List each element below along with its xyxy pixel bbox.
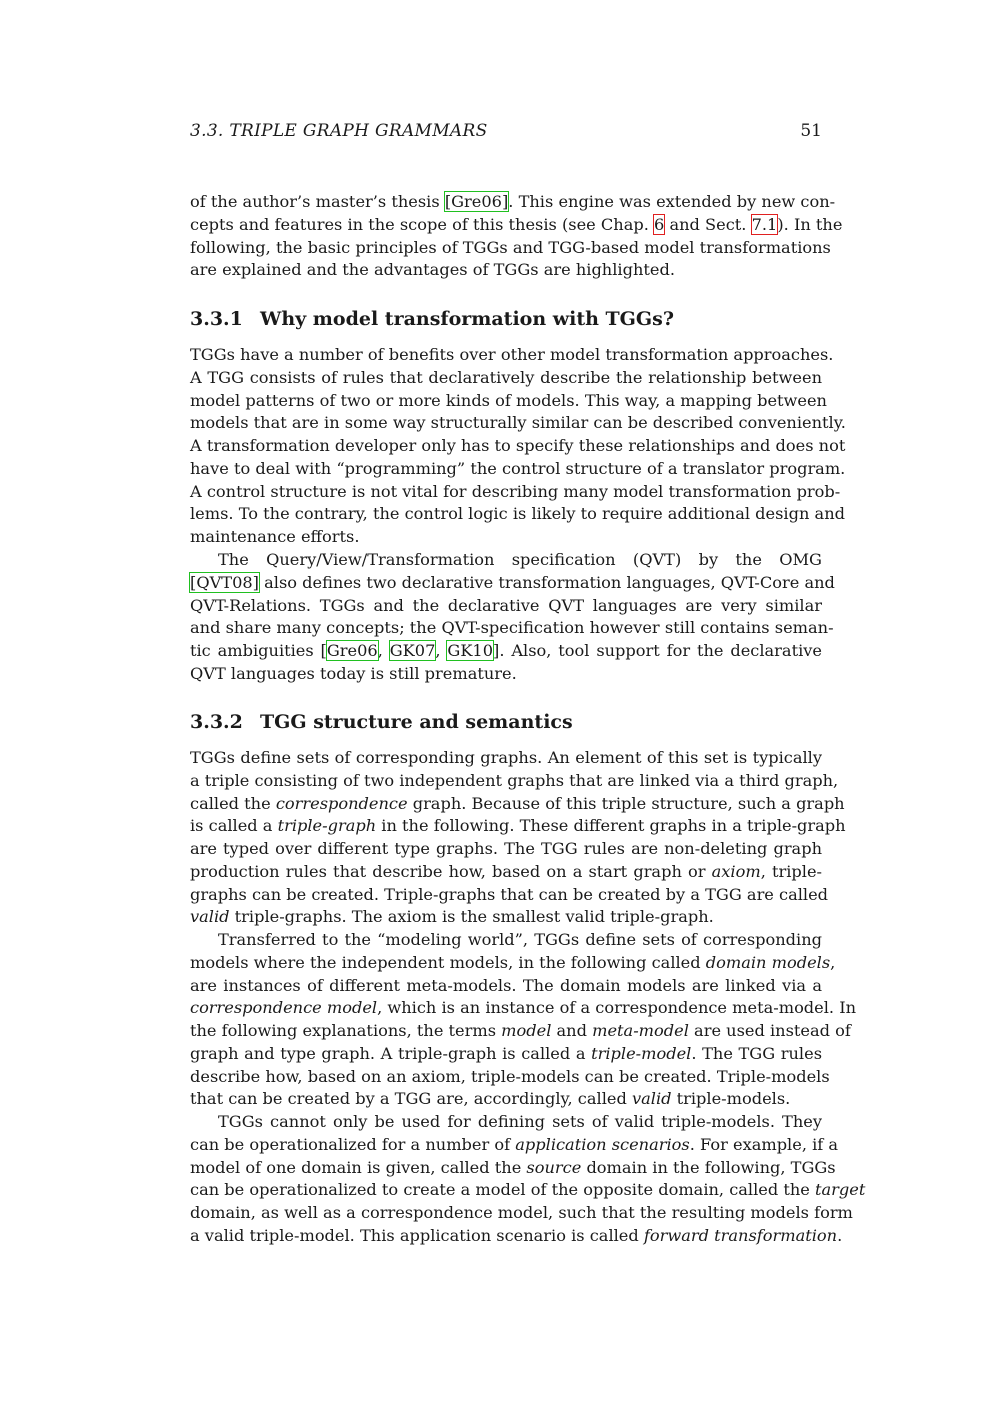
text-line [190, 191, 836, 214]
emphasis: forward transformation [643, 1225, 838, 1245]
text-run: ]. Also, tool support for the declarative [493, 641, 822, 660]
text-run: have to deal with “programming” the control structure of a translator program. [190, 458, 846, 478]
text-line [190, 1043, 822, 1066]
text-line [190, 1202, 853, 1225]
text-line [190, 526, 822, 549]
text-line [190, 861, 822, 884]
citation-link[interactable]: GK10 [447, 641, 494, 660]
text-run: TGGs cannot only be used for defining sets of valid triple-models. They [218, 1112, 822, 1131]
emphasis: valid [190, 907, 230, 927]
chapter-title: 3.3. TRIPLE GRAPH GRAMMARS [190, 121, 488, 141]
emphasis: valid [631, 1089, 672, 1109]
section-heading-3-3-2 [190, 711, 822, 733]
emphasis: source [526, 1157, 582, 1177]
text-run: . [837, 1225, 843, 1245]
text-run: The Query/View/Transformation specification (QVT) by the OMG [218, 550, 822, 569]
running-header [190, 121, 822, 143]
text-run: is called a [190, 816, 278, 836]
section-title: Why model transformation with TGGs? [260, 308, 674, 330]
text-run: the following explanations, the terms [190, 1021, 502, 1040]
emphasis: target [815, 1180, 866, 1200]
text-line [190, 503, 845, 526]
text-run: . The TGG rules [691, 1043, 822, 1063]
text-run: lems. To the contrary, the control logic is likely to require additional design and [190, 504, 845, 524]
text-line [190, 997, 857, 1020]
text-run: , which is an instance of a correspondence meta-model. In [377, 998, 857, 1018]
text-run: , [830, 952, 836, 972]
emphasis: correspondence model [190, 998, 378, 1018]
text-line [190, 815, 846, 838]
text-run: model of one domain is given, called the [190, 1157, 527, 1177]
text-line [190, 412, 846, 435]
cross-reference-link[interactable]: 6 [654, 214, 665, 234]
section-title: TGG structure and semantics [260, 711, 573, 733]
text-run: , triple- [760, 861, 822, 881]
text-run: that can be created by a TGG are, accordingly, called [190, 1089, 632, 1109]
text-run: describe how, based on an axiom, triple-models can be created. Triple-models [190, 1066, 830, 1086]
text-line [190, 1066, 830, 1089]
text-run: of the author’s master’s thesis [190, 192, 445, 211]
text-run: A control structure is not vital for describing many model transformation prob- [190, 481, 841, 501]
text-line [190, 906, 822, 929]
emphasis: model [501, 1021, 552, 1040]
text-run: QVT-Relations. TGGs and the declarative QVT languages are very similar [190, 595, 822, 615]
text-line [190, 1157, 836, 1180]
text-line [190, 1088, 822, 1111]
text-line [190, 435, 846, 458]
text-run: tic ambiguities [ [190, 641, 327, 660]
paragraph-modeling-world [190, 929, 857, 1111]
paragraph-tgg-definition [190, 747, 846, 929]
text-run: A transformation developer only has to specify these relationships and does not [190, 436, 846, 455]
emphasis: triple-graph [277, 816, 377, 836]
intro-paragraph [190, 191, 843, 282]
text-line [190, 617, 834, 640]
text-line [190, 1134, 839, 1157]
section-number: 3.3.2 [190, 711, 243, 733]
text-line [190, 1111, 822, 1134]
citation-link[interactable]: [QVT08] [190, 572, 259, 592]
text-run: in the following. These different graphs in a triple-graph [376, 816, 846, 836]
text-line [190, 595, 822, 618]
text-run: are explained and the advantages of TGGs are highlighted. [190, 260, 675, 280]
text-line [190, 884, 829, 907]
text-line [190, 1020, 851, 1043]
text-run: domain in the following, TGGs [581, 1157, 836, 1177]
text-run: and [551, 1021, 593, 1040]
emphasis: application scenarios [515, 1134, 690, 1154]
text-run: graph. Because of this triple structure, such a graph [407, 793, 845, 813]
text-run: are used instead of [688, 1021, 851, 1040]
text-line [190, 663, 822, 686]
text-line [190, 770, 839, 793]
text-run: and share many concepts; the QVT-specification however still contains seman- [190, 618, 834, 638]
text-run: model patterns of two or more kinds of models. This way, a mapping between [190, 390, 827, 410]
text-line [190, 344, 834, 367]
text-run: called the [190, 793, 276, 813]
paragraph-application-scenarios [190, 1111, 866, 1248]
cross-reference-link[interactable]: 7.1 [751, 214, 778, 234]
text-line [190, 929, 822, 952]
section-number: 3.3.1 [190, 308, 243, 330]
text-line [190, 793, 845, 816]
text-line [190, 549, 822, 572]
text-line [190, 572, 835, 595]
text-run: a valid triple-model. This application scenario is called [190, 1225, 644, 1245]
text-line [190, 1225, 843, 1248]
text-run: Transferred to the “modeling world”, TGGs define sets of corresponding [218, 930, 822, 949]
text-line [190, 259, 822, 282]
text-run: ). In the [777, 214, 843, 234]
text-run: . For example, if a [689, 1134, 839, 1154]
text-run: models where the independent models, in the following called [190, 952, 706, 972]
paragraph-benefits [190, 344, 846, 549]
text-run: , [377, 641, 390, 660]
text-run: maintenance efforts. [190, 527, 360, 546]
text-line [190, 747, 822, 770]
section-heading-3-3-1 [190, 308, 822, 330]
text-run: also defines two declarative transformation languages, QVT-Core and [259, 572, 835, 592]
emphasis: correspondence [275, 793, 408, 813]
emphasis: domain models [705, 952, 831, 972]
text-run: following, the basic principles of TGGs and TGG-based model transformations [190, 237, 831, 257]
text-line [190, 214, 843, 237]
text-run: a triple consisting of two independent graphs that are linked via a third graph, [190, 770, 839, 790]
citation-link[interactable]: GK07 [389, 641, 436, 660]
text-line [190, 1179, 866, 1202]
paragraph-qvt [190, 549, 835, 686]
text-run: are instances of different meta-models. The domain models are linked via a [190, 975, 822, 995]
text-run: A TGG consists of rules that declaratively describe the relationship between [190, 367, 822, 387]
text-run: and Sect. [664, 214, 752, 234]
text-run: TGGs have a number of benefits over other model transformation approaches. [190, 345, 834, 364]
text-run: , [435, 641, 448, 660]
text-run: graphs can be created. Triple-graphs that can be created by a TGG are called [190, 884, 829, 904]
text-run: domain, as well as a correspondence model, such that the resulting models form [190, 1203, 853, 1222]
text-run: can be operationalized for a number of [190, 1134, 516, 1154]
text-run: TGGs define sets of corresponding graphs. An element of this set is typically [190, 748, 822, 767]
emphasis: axiom [711, 861, 761, 881]
text-run: triple-models. [671, 1089, 791, 1109]
text-run: triple-graphs. The axiom is the smallest valid triple-graph. [229, 907, 714, 927]
text-line [190, 838, 822, 861]
text-run: cepts and features in the scope of this thesis (see Chap. [190, 214, 655, 234]
text-line [190, 390, 827, 413]
text-line [190, 640, 822, 663]
text-run: QVT languages today is still premature. [190, 663, 517, 683]
text-line [190, 481, 841, 504]
text-line [190, 952, 836, 975]
text-run: graph and type graph. A triple-graph is called a [190, 1043, 592, 1063]
text-line [190, 237, 831, 260]
emphasis: meta-model [592, 1021, 689, 1040]
text-run: are typed over different type graphs. The TGG rules are non-deleting graph [190, 839, 822, 858]
emphasis: triple-model [591, 1043, 692, 1063]
citation-link[interactable]: [Gre06] [444, 192, 509, 211]
page-number: 51 [800, 121, 822, 141]
text-line [190, 367, 822, 390]
text-run: . This engine was extended by new con- [508, 192, 836, 211]
text-run: production rules that describe how, based on a start graph or [190, 861, 712, 881]
text-line [190, 458, 846, 481]
text-run: models that are in some way structurally similar can be described conveniently. [190, 413, 846, 433]
citation-link[interactable]: Gre06 [326, 641, 378, 660]
text-line [190, 975, 822, 998]
text-run: can be operationalized to create a model of the opposite domain, called the [190, 1180, 816, 1200]
